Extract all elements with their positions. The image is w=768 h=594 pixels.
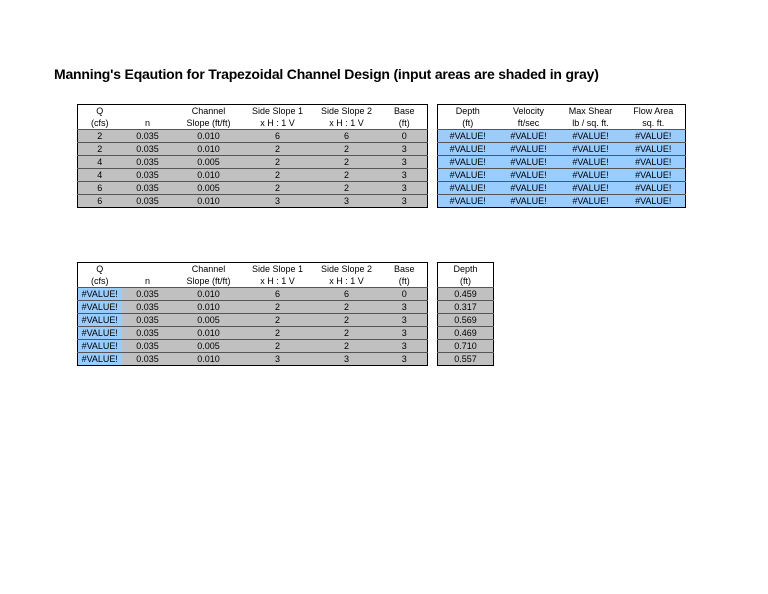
table1-in-cell[interactable]: 0.010 [174, 143, 244, 156]
table1-out-cell: #VALUE! [498, 195, 560, 208]
table1-out-cell: #VALUE! [498, 130, 560, 143]
table1-in-cell[interactable]: 4 [78, 156, 122, 169]
table1-in-header-row [78, 105, 428, 118]
table1-in-cell[interactable]: 2 [244, 143, 312, 156]
table1-in-cell[interactable]: 0.010 [174, 130, 244, 143]
table1-in-cell[interactable]: 2 [312, 169, 382, 182]
table2-out-header-cell: Depth [438, 263, 494, 276]
table1-out-row [438, 169, 686, 182]
table1-out-cell: #VALUE! [438, 169, 498, 182]
table1-out-cell: #VALUE! [438, 156, 498, 169]
table1-out-cell: #VALUE! [498, 156, 560, 169]
table2-in-header-cell: Slope (ft/ft) [174, 275, 244, 288]
table2-in-header-row [78, 263, 428, 276]
table2-in-cell[interactable]: 3 [312, 353, 382, 366]
table1-out-cell: #VALUE! [622, 143, 686, 156]
table1-in-row [78, 143, 428, 156]
table1-in-cell[interactable]: 3 [382, 143, 428, 156]
table1-in-cell[interactable]: 0.035 [122, 130, 174, 143]
table2-in-cell[interactable]: #VALUE! [78, 314, 122, 327]
table1-in-cell[interactable]: 4 [78, 169, 122, 182]
table2-in-cell[interactable]: 3 [382, 340, 428, 353]
table2-in-cell[interactable]: 0.010 [174, 353, 244, 366]
table2-in-cell[interactable]: 3 [244, 353, 312, 366]
table1-in-cell[interactable]: 0.010 [174, 169, 244, 182]
table2-out-row [438, 314, 494, 327]
table1-in-cell[interactable]: 2 [78, 130, 122, 143]
table1-in-cell[interactable]: 0.010 [174, 195, 244, 208]
table1-in-header-cell: (cfs) [78, 117, 122, 130]
table2-out-row [438, 327, 494, 340]
table2-in-cell[interactable]: #VALUE! [78, 327, 122, 340]
table1-outputs [437, 104, 686, 208]
table2-in-row [78, 327, 428, 340]
table2-in-cell[interactable]: 2 [312, 327, 382, 340]
table1-out-row [438, 182, 686, 195]
table1-out-header-cell: Flow Area [622, 105, 686, 118]
table1-in-cell[interactable]: 6 [78, 195, 122, 208]
table2-out-cell: 0.459 [438, 288, 494, 301]
table1-in-header-cell [122, 105, 174, 118]
table2-in-header-cell: n [122, 275, 174, 288]
table2-in-cell[interactable]: #VALUE! [78, 340, 122, 353]
table1-in-cell[interactable]: 0.035 [122, 156, 174, 169]
table2-in-cell[interactable]: 2 [244, 301, 312, 314]
table2-in-header-cell: (cfs) [78, 275, 122, 288]
table2-in-header-cell: Channel [174, 263, 244, 276]
table1-in-header-cell: Base [382, 105, 428, 118]
table2-in-cell[interactable]: 0.035 [122, 327, 174, 340]
table1-in-header-cell: Q [78, 105, 122, 118]
table1-in-cell[interactable]: 6 [244, 130, 312, 143]
table1-in-cell[interactable]: 3 [382, 169, 428, 182]
table1-in-header-row [78, 117, 428, 130]
table1-in-cell[interactable]: 0.005 [174, 156, 244, 169]
table2-out-cell: 0.317 [438, 301, 494, 314]
table1-out-header-cell: (ft) [438, 117, 498, 130]
table1-in-header-cell: Side Slope 1 [244, 105, 312, 118]
table1-out-cell: #VALUE! [438, 195, 498, 208]
table2-out-header-row [438, 263, 494, 276]
table1-in-cell[interactable]: 3 [382, 195, 428, 208]
table2-in-cell[interactable]: 3 [382, 327, 428, 340]
table1-out-cell: #VALUE! [622, 130, 686, 143]
table2-in-cell[interactable]: 0.035 [122, 314, 174, 327]
table1-in-cell[interactable]: 2 [244, 156, 312, 169]
table1-out-header-cell: Max Shear [560, 105, 622, 118]
table1-out-header-row [438, 105, 686, 118]
table1-in-row [78, 169, 428, 182]
table2-in-cell[interactable]: 2 [312, 314, 382, 327]
table1-out-cell: #VALUE! [622, 169, 686, 182]
table2-in-cell[interactable]: 3 [382, 301, 428, 314]
table1-in-cell[interactable]: 2 [244, 169, 312, 182]
table1-out-cell: #VALUE! [622, 195, 686, 208]
page-title: Manning's Eqaution for Trapezoidal Channel Design (input areas are shaded in gray) [54, 66, 599, 82]
table2-in-row [78, 288, 428, 301]
table1-out-row [438, 156, 686, 169]
table1-out-header-cell: lb / sq. ft. [560, 117, 622, 130]
table1-in-cell[interactable]: 2 [244, 182, 312, 195]
table1-in-header-cell: Side Slope 2 [312, 105, 382, 118]
table1-out-cell: #VALUE! [560, 195, 622, 208]
table1-in-header-cell: x H : 1 V [244, 117, 312, 130]
table2-in-header-cell: Side Slope 1 [244, 263, 312, 276]
table1-out-cell: #VALUE! [560, 169, 622, 182]
table2-in-cell[interactable]: 3 [382, 314, 428, 327]
table2-in-header-cell: Base [382, 263, 428, 276]
table1-in-row [78, 182, 428, 195]
table2-in-cell[interactable]: 3 [382, 353, 428, 366]
table1-in-cell[interactable]: 2 [312, 182, 382, 195]
table1-in-cell[interactable]: 3 [312, 195, 382, 208]
table1-in-cell[interactable]: 0.035 [122, 169, 174, 182]
table1-out-cell: #VALUE! [498, 182, 560, 195]
table2-in-cell[interactable]: 2 [244, 327, 312, 340]
table2-in-cell[interactable]: 0.010 [174, 327, 244, 340]
table2-in-cell[interactable]: 0.035 [122, 288, 174, 301]
table1-in-cell[interactable]: 6 [312, 130, 382, 143]
table2-in-cell[interactable]: 2 [244, 340, 312, 353]
table2-in-header-cell: x H : 1 V [312, 275, 382, 288]
table2-in-header-row [78, 275, 428, 288]
table1-out-header-cell: Velocity [498, 105, 560, 118]
table2-out-row [438, 301, 494, 314]
table1-out-row [438, 195, 686, 208]
table2-out-row [438, 340, 494, 353]
table1-out-row [438, 143, 686, 156]
table2-out-row [438, 353, 494, 366]
table2-out-header-row [438, 275, 494, 288]
table1-in-cell[interactable]: 0.035 [122, 182, 174, 195]
table2-in-cell[interactable]: 2 [312, 301, 382, 314]
table1-out-cell: #VALUE! [498, 169, 560, 182]
table1-in-cell[interactable]: 3 [244, 195, 312, 208]
table2-in-cell[interactable]: 0.010 [174, 301, 244, 314]
table1-out-cell: #VALUE! [438, 143, 498, 156]
table2-in-cell[interactable]: 6 [312, 288, 382, 301]
table1-out-cell: #VALUE! [498, 143, 560, 156]
table1-in-header-cell: (ft) [382, 117, 428, 130]
table2-out-cell: 0.569 [438, 314, 494, 327]
table1-out-header-row [438, 117, 686, 130]
table2-out-row [438, 288, 494, 301]
table2-in-header-cell: Q [78, 263, 122, 276]
table2-inputs [77, 262, 428, 366]
table2-in-header-cell: x H : 1 V [244, 275, 312, 288]
table1-in-cell[interactable]: 3 [382, 182, 428, 195]
table1-in-header-cell: x H : 1 V [312, 117, 382, 130]
table1-in-cell[interactable]: 6 [78, 182, 122, 195]
table1-in-cell[interactable]: 0.035 [122, 195, 174, 208]
table2-in-row [78, 314, 428, 327]
table1-in-row [78, 130, 428, 143]
table1-in-header-cell: Slope (ft/ft) [174, 117, 244, 130]
table1-out-cell: #VALUE! [560, 182, 622, 195]
table1-in-cell[interactable]: 0.035 [122, 143, 174, 156]
table1-out-cell: #VALUE! [560, 130, 622, 143]
table2-in-cell[interactable]: 0 [382, 288, 428, 301]
table2-in-cell[interactable]: #VALUE! [78, 353, 122, 366]
table2-in-row [78, 301, 428, 314]
table2-in-header-cell: (ft) [382, 275, 428, 288]
table2-in-cell[interactable]: #VALUE! [78, 288, 122, 301]
table2-in-header-cell: Side Slope 2 [312, 263, 382, 276]
table1-out-cell: #VALUE! [622, 182, 686, 195]
table1-out-header-cell: sq. ft. [622, 117, 686, 130]
table1-inputs [77, 104, 428, 208]
table1-in-cell[interactable]: 0.005 [174, 182, 244, 195]
table1-out-header-cell: Depth [438, 105, 498, 118]
table1-in-header-cell: Channel [174, 105, 244, 118]
table2-in-header-cell [122, 263, 174, 276]
table2-in-cell[interactable]: 0.035 [122, 353, 174, 366]
table1-out-cell: #VALUE! [622, 156, 686, 169]
table2-in-cell[interactable]: 0.035 [122, 301, 174, 314]
table1-out-row [438, 130, 686, 143]
table1-in-cell[interactable]: 3 [382, 156, 428, 169]
table2-in-cell[interactable]: 0.035 [122, 340, 174, 353]
table1-in-cell[interactable]: 2 [312, 143, 382, 156]
table1-in-cell[interactable]: 0 [382, 130, 428, 143]
table2-in-cell[interactable]: #VALUE! [78, 301, 122, 314]
table2-in-row [78, 340, 428, 353]
table1-out-cell: #VALUE! [438, 182, 498, 195]
table2-in-cell[interactable]: 0.010 [174, 288, 244, 301]
table1-out-header-cell: ft/sec [498, 117, 560, 130]
table2-outputs [437, 262, 494, 366]
table1-in-cell[interactable]: 2 [78, 143, 122, 156]
table2-out-cell: 0.557 [438, 353, 494, 366]
table1-out-cell: #VALUE! [560, 156, 622, 169]
table1-out-cell: #VALUE! [438, 130, 498, 143]
table2-in-cell[interactable]: 6 [244, 288, 312, 301]
table1-in-row [78, 156, 428, 169]
table2-in-cell[interactable]: 2 [312, 340, 382, 353]
table2-in-cell[interactable]: 2 [244, 314, 312, 327]
table2-in-row [78, 353, 428, 366]
table1-out-cell: #VALUE! [560, 143, 622, 156]
table1-in-cell[interactable]: 2 [312, 156, 382, 169]
table1-in-row [78, 195, 428, 208]
table2-in-cell[interactable]: 0.005 [174, 340, 244, 353]
table2-out-cell: 0.710 [438, 340, 494, 353]
table2-out-cell: 0.469 [438, 327, 494, 340]
table1-in-header-cell: n [122, 117, 174, 130]
table2-in-cell[interactable]: 0.005 [174, 314, 244, 327]
table2-out-header-cell: (ft) [438, 275, 494, 288]
